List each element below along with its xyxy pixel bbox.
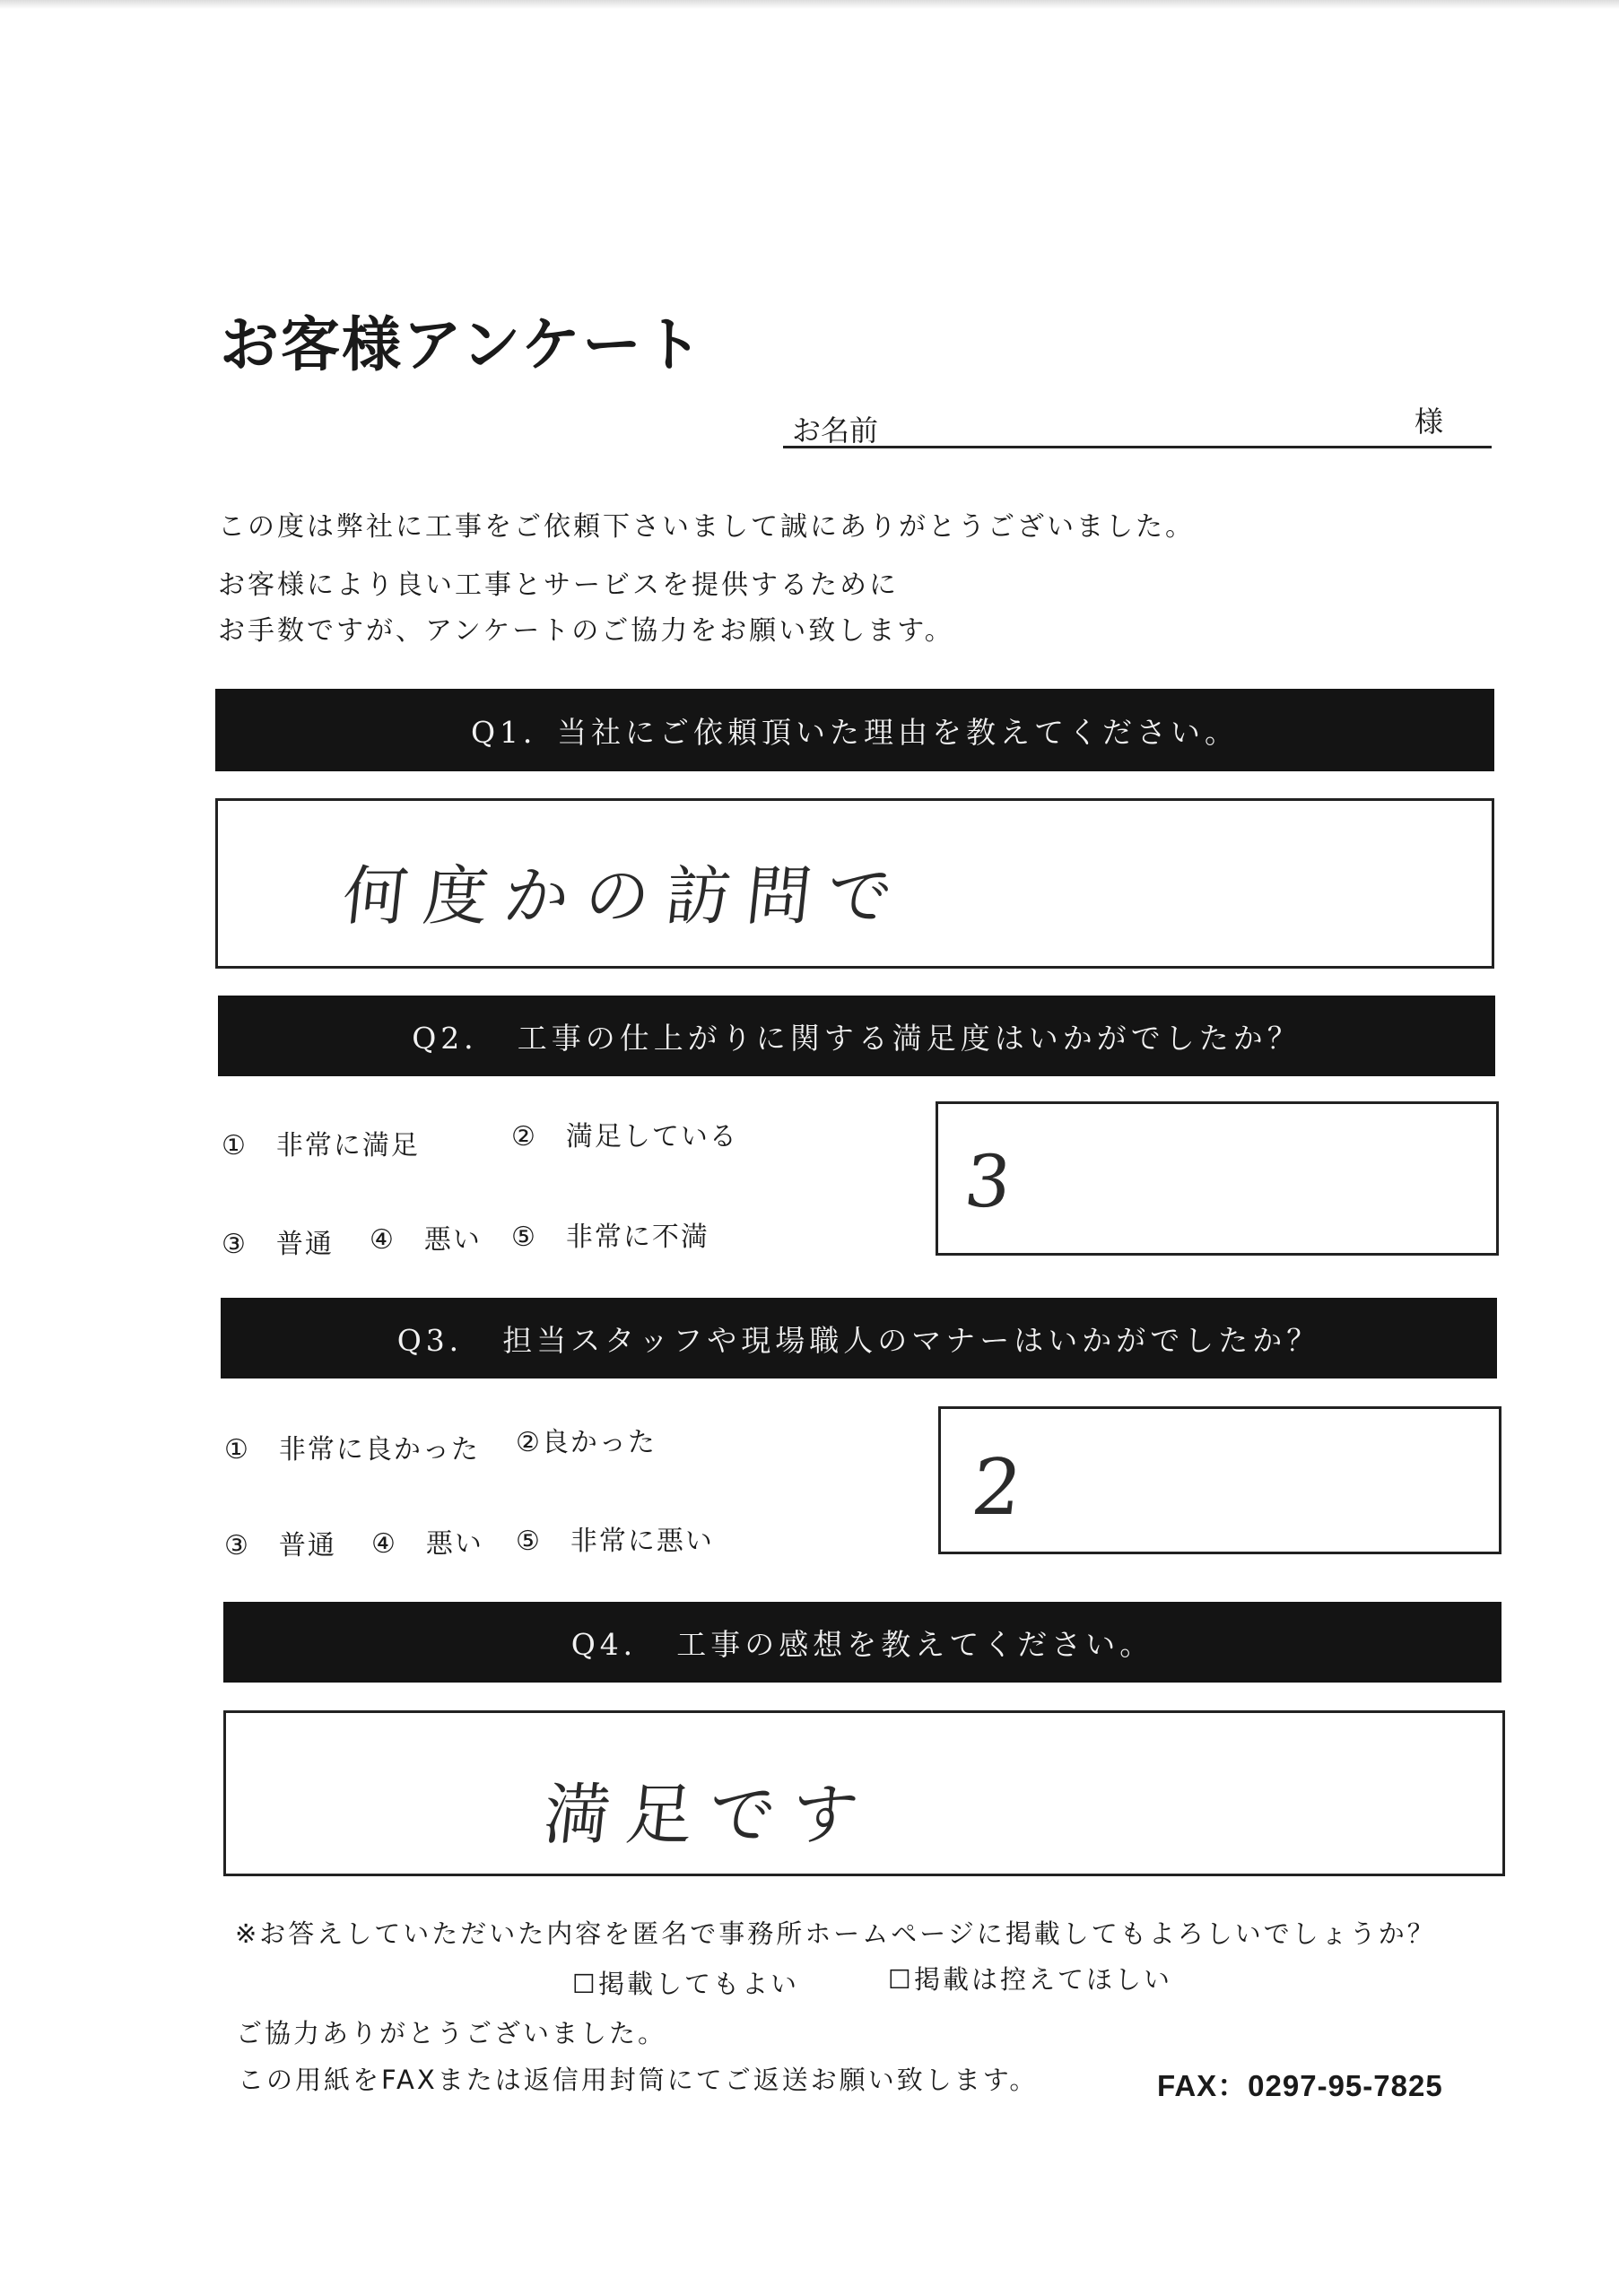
publish-question: ※お答えしていただいた内容を匿名で事務所ホームページに掲載してもよろしいでしょうか？ (235, 1918, 1436, 1949)
q1-header: Q1．当社にご依頼頂いた理由を教えてください。 (215, 689, 1494, 771)
q3-option-2: ②良かった (516, 1427, 657, 1458)
return-note: この用紙をFAXまたは返信用封筒にてご返送お願い致します。 (238, 2065, 1039, 2095)
q3-option-5: ⑤ 非常に悪い (516, 1526, 714, 1557)
q4-answer: 満足です (539, 1777, 878, 1854)
thanks-text: ご協力ありがとうございました。 (236, 2018, 667, 2048)
q4-answer-box[interactable] (223, 1710, 1505, 1876)
q2-header: Q2． 工事の仕上がりに関する満足度はいかがでしたか？ (218, 996, 1495, 1076)
q3-option-3: ③ 普通 (224, 1530, 336, 1561)
q3-option-4: ④ 悪い (371, 1528, 483, 1560)
publish-option-no[interactable]: ☐掲載は控えてほしい (888, 1964, 1172, 1995)
intro-line-3: お手数ですが、アンケートのご協力をお願い致します。 (218, 615, 954, 647)
q3-answer-box[interactable] (938, 1406, 1501, 1554)
name-field-line[interactable] (783, 446, 1492, 448)
q3-option-1: ① 非常に良かった (224, 1434, 480, 1465)
page-title: お客様アンケート (220, 310, 705, 379)
q3-answer: 2 (967, 1443, 1042, 1533)
q2-answer: 3 (961, 1140, 1031, 1223)
q2-answer-box[interactable] (936, 1101, 1499, 1256)
intro-line-2: お客様により良い工事とサービスを提供するために (218, 570, 899, 601)
fax-number: FAX：0297-95-7825 (1157, 2069, 1443, 2102)
q2-option-4: ④ 悪い (370, 1224, 482, 1256)
q1-answer: 何度かの訪問で (338, 858, 912, 934)
q1-answer-box[interactable] (215, 798, 1494, 969)
q4-header: Q4． 工事の感想を教えてください。 (223, 1602, 1501, 1683)
q3-header: Q3． 担当スタッフや現場職人のマナーはいかがでしたか？ (221, 1298, 1497, 1378)
name-label: お名前 (792, 413, 879, 448)
q2-option-3: ③ 普通 (222, 1229, 334, 1260)
scan-top-edge (0, 0, 1619, 9)
publish-option-yes[interactable]: ☐掲載してもよい (572, 1969, 799, 1999)
name-suffix: 様 (1414, 404, 1444, 439)
intro-line-1: この度は弊社に工事をご依頼下さいまして誠にありがとうございました。 (218, 511, 1195, 543)
q2-option-2: ② 満足している (511, 1121, 738, 1152)
q2-option-5: ⑤ 非常に不満 (511, 1222, 709, 1253)
q2-option-1: ① 非常に満足 (222, 1130, 420, 1161)
